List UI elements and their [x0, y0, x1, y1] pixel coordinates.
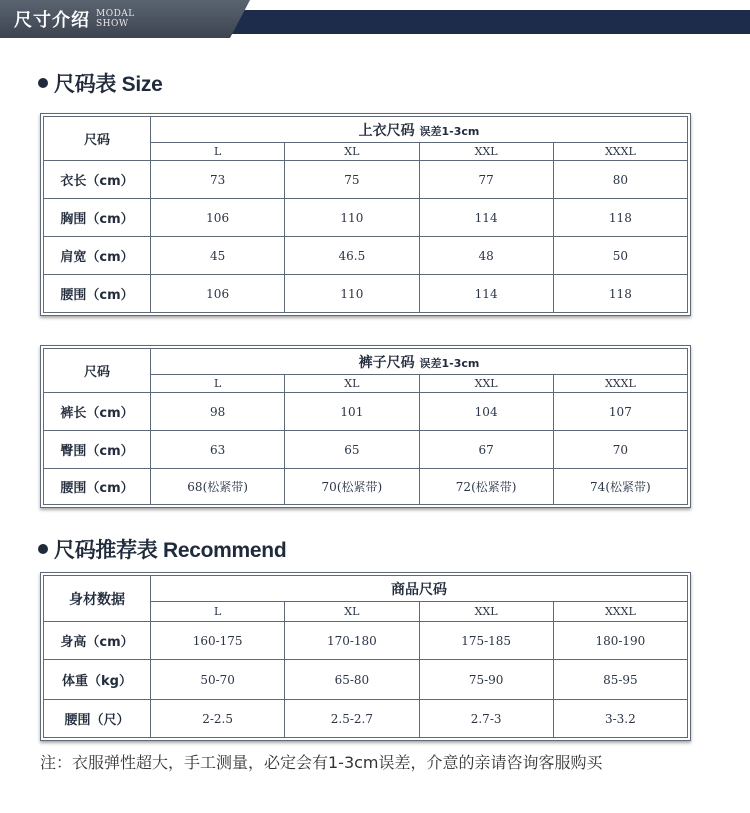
table-cell: 98 [151, 393, 285, 431]
table-row [44, 660, 688, 700]
row-label: 腰围（cm） [44, 275, 151, 313]
banner-bar [230, 10, 750, 34]
size-header: XL [285, 375, 419, 393]
size-header: XXXL [553, 602, 687, 622]
size-header: L [151, 602, 285, 622]
table-cell: 180-190 [553, 622, 687, 660]
row-label: 腰围（cm） [44, 469, 151, 505]
table-cell: 2.7-3 [419, 700, 553, 738]
bullet-dot-icon [38, 78, 48, 88]
table-cell: 74(松紧带) [553, 469, 687, 505]
header-banner [0, 0, 750, 40]
table-cell: 75 [285, 161, 419, 199]
table-row [44, 700, 688, 738]
row-label: 腰围（尺） [44, 700, 151, 738]
table-cell: 70(松紧带) [285, 469, 419, 505]
table-cell: 70 [553, 431, 687, 469]
table-cell: 77 [419, 161, 553, 199]
table-row [44, 275, 688, 313]
size-header: XL [285, 602, 419, 622]
table-cell: 106 [151, 275, 285, 313]
size-section-title [38, 68, 162, 98]
group-note: 误差1-3cm [419, 356, 480, 370]
pants-size-table [40, 345, 691, 508]
table-cell: 68(松紧带) [151, 469, 285, 505]
size-header: XXXL [553, 375, 687, 393]
table-cell: 73 [151, 161, 285, 199]
table-corner: 身材数据 [44, 576, 151, 622]
banner-subtitle-line2: SHOW [96, 19, 129, 29]
table-row [44, 199, 688, 237]
table-row [44, 431, 688, 469]
table-cell: 65 [285, 431, 419, 469]
recommend-section-title-text: 尺码推荐表 Recommend [54, 539, 287, 562]
table-row [44, 622, 688, 660]
table-cell: 101 [285, 393, 419, 431]
table-cell: 2-2.5 [151, 700, 285, 738]
table-cell: 175-185 [419, 622, 553, 660]
group-note: 误差1-3cm [419, 124, 480, 138]
table-row [44, 469, 688, 505]
banner-subtitle [96, 9, 135, 29]
row-label: 臀围（cm） [44, 431, 151, 469]
group-title: 裤子尺码 [358, 354, 415, 371]
table-corner: 尺码 [44, 349, 151, 393]
table-cell: 2.5-2.7 [285, 700, 419, 738]
table-group-header: 商品尺码 [151, 576, 688, 602]
table-cell: 107 [553, 393, 687, 431]
table-cell: 45 [151, 237, 285, 275]
table-cell: 110 [285, 199, 419, 237]
table-cell: 118 [553, 275, 687, 313]
size-header: XXL [419, 143, 553, 161]
table-cell: 63 [151, 431, 285, 469]
table-cell: 114 [419, 275, 553, 313]
recommend-table [40, 572, 691, 741]
row-label: 体重（kg） [44, 660, 151, 700]
size-header: L [151, 375, 285, 393]
size-header: XL [285, 143, 419, 161]
recommend-section-title [38, 534, 286, 564]
size-header: L [151, 143, 285, 161]
table-cell: 104 [419, 393, 553, 431]
table-group-header [151, 117, 688, 143]
row-label: 胸围（cm） [44, 199, 151, 237]
size-header: XXL [419, 375, 553, 393]
table-row [44, 161, 688, 199]
table-cell: 67 [419, 431, 553, 469]
group-title: 上衣尺码 [358, 122, 415, 139]
table-cell: 65-80 [285, 660, 419, 700]
table-cell: 118 [553, 199, 687, 237]
table-cell: 106 [151, 199, 285, 237]
table-row [44, 393, 688, 431]
banner-title: 尺寸介绍 [14, 10, 90, 31]
size-header: XXXL [553, 143, 687, 161]
table-cell: 50-70 [151, 660, 285, 700]
row-label: 衣长（cm） [44, 161, 151, 199]
size-section-title-text: 尺码表 Size [54, 73, 163, 96]
table-cell: 85-95 [553, 660, 687, 700]
table-cell: 46.5 [285, 237, 419, 275]
row-label: 肩宽（cm） [44, 237, 151, 275]
size-header: XXL [419, 602, 553, 622]
table-cell: 75-90 [419, 660, 553, 700]
table-cell: 160-175 [151, 622, 285, 660]
table-cell: 110 [285, 275, 419, 313]
table-group-header [151, 349, 688, 375]
row-label: 裤长（cm） [44, 393, 151, 431]
table-cell: 72(松紧带) [419, 469, 553, 505]
banner-subtitle-line1: MODAL [96, 9, 135, 19]
top-size-table [40, 113, 691, 316]
table-cell: 170-180 [285, 622, 419, 660]
table-cell: 50 [553, 237, 687, 275]
row-label: 身高（cm） [44, 622, 151, 660]
table-corner: 尺码 [44, 117, 151, 161]
bullet-dot-icon [38, 544, 48, 554]
table-cell: 48 [419, 237, 553, 275]
table-cell: 3-3.2 [553, 700, 687, 738]
footer-note: 注：衣服弹性超大，手工测量，必定会有1-3cm误差，介意的亲请咨询客服购买 [40, 753, 603, 772]
table-cell: 114 [419, 199, 553, 237]
table-row [44, 237, 688, 275]
table-cell: 80 [553, 161, 687, 199]
